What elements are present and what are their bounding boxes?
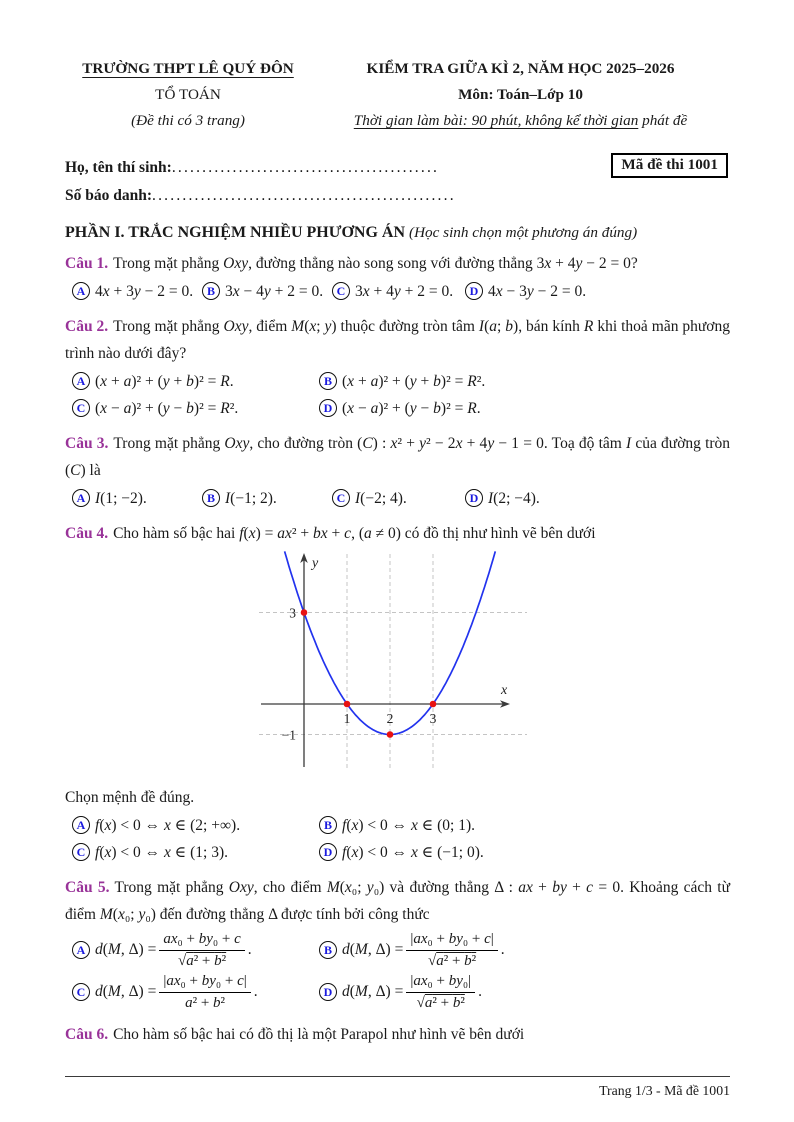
svg-text:1: 1	[343, 711, 350, 726]
question-2-options	[72, 368, 730, 422]
svg-text:3: 3	[288, 605, 296, 621]
question-5-label: Câu 5.	[65, 879, 110, 896]
sqrt-icon: √	[427, 952, 437, 969]
svg-text:x: x	[500, 683, 507, 698]
formula-period: .	[253, 983, 258, 1000]
q5-option-d	[319, 971, 730, 1013]
student-id-label: Số báo danh:	[65, 187, 153, 204]
q3-option-d	[465, 485, 730, 512]
department-name: TỔ TOÁN	[155, 86, 221, 103]
sqrt-radicand: a² + b²	[424, 994, 465, 1011]
parabola-graph	[257, 551, 539, 779]
option-letter: A	[72, 941, 90, 959]
question-6-label: Câu 6.	[65, 1026, 109, 1043]
option-text: f(x) < 0 ⇔ x ∈ (2; +∞).	[95, 817, 241, 834]
option-letter: B	[319, 816, 337, 834]
student-info-block	[65, 154, 730, 210]
q4-option-c	[72, 839, 319, 866]
q3-option-c	[332, 485, 465, 512]
header-right	[311, 56, 730, 134]
q2-option-c	[72, 395, 319, 422]
student-id-line	[65, 182, 730, 210]
question-2-text	[65, 313, 730, 367]
exam-title: KIỂM TRA GIỮA KÌ 2, NĂM HỌC 2025–2026	[366, 60, 675, 77]
q5-option-c	[72, 971, 319, 1013]
option-letter: C	[72, 399, 90, 417]
question-5-options	[72, 929, 730, 1013]
option-letter: D	[465, 282, 483, 300]
option-letter: B	[319, 372, 337, 390]
pages-note: (Đề thi có 3 trang)	[131, 112, 245, 129]
question-2-label: Câu 2.	[65, 318, 109, 335]
question-3	[65, 430, 730, 512]
q1-option-c	[332, 278, 465, 305]
option-letter: C	[332, 489, 350, 507]
option-text: f(x) < 0 ⇔ x ∈ (−1; 0).	[342, 844, 484, 861]
question-1-body: Trong mặt phẳng Oxy, đường thẳng nào song song với đường thẳng 3x + 4y − 2 = 0?	[113, 255, 638, 272]
option-text: 3x + 4y + 2 = 0.	[355, 283, 454, 300]
question-2-body: Trong mặt phẳng Oxy, điểm M(x; y) thuộc đường tròn tâm I(a; b), bán kính R khi thoả mãn phương trình nào dưới đây?	[65, 318, 731, 362]
section-title: PHẦN I. TRẮC NGHIỆM NHIỀU PHƯƠNG ÁN	[65, 224, 406, 241]
option-letter: A	[72, 489, 90, 507]
question-4-text	[65, 520, 730, 547]
exam-header	[65, 56, 730, 134]
option-text: (x + a)² + (y + b)² = R.	[95, 373, 234, 390]
option-text: I(−2; 4).	[355, 490, 407, 507]
option-letter: B	[319, 941, 337, 959]
q3-option-a	[72, 485, 202, 512]
option-text: 4x + 3y − 2 = 0.	[95, 283, 194, 300]
option-text: 3x − 4y + 2 = 0.	[225, 283, 324, 300]
svg-text:−1: −1	[281, 727, 296, 743]
question-6-body: Cho hàm số bậc hai có đồ thị là một Parapol như hình vẽ bên dưới	[113, 1026, 525, 1043]
page-footer	[65, 1076, 730, 1099]
student-id-dotted-line: ..................................................	[152, 187, 456, 204]
fraction-numerator: |ax₀ + by₀ + c|	[159, 972, 250, 993]
formula-lhs: d(M, Δ) =	[95, 983, 157, 1000]
question-3-label: Câu 3.	[65, 435, 109, 452]
fraction-numerator: |ax₀ + by₀|	[406, 972, 475, 993]
duration-suffix: phát đề	[638, 112, 688, 129]
section-subtitle: (Học sinh chọn một phương án đúng)	[409, 224, 638, 241]
formula-period: .	[247, 941, 252, 958]
sqrt-radicand: a² + b²	[186, 952, 227, 969]
option-text: (x + a)² + (y + b)² = R².	[342, 373, 486, 390]
q2-option-d	[319, 395, 730, 422]
option-text: (x − a)² + (y − b)² = R.	[342, 400, 481, 417]
fraction-denominator	[159, 993, 250, 1013]
option-text: I(−1; 2).	[225, 490, 277, 507]
q4-option-b	[319, 812, 730, 839]
fraction-denominator	[406, 951, 497, 971]
q5-option-a	[72, 929, 319, 971]
fraction	[406, 972, 475, 1013]
question-3-body: Trong mặt phẳng Oxy, cho đường tròn (C) : x² + y² − 2x + 4y − 1 = 0. Toạ độ tâm I của đường tròn (C) là	[65, 435, 731, 479]
question-3-text	[65, 430, 730, 484]
sqrt-icon: √	[177, 952, 187, 969]
option-letter: D	[319, 983, 337, 1001]
fraction-denominator	[159, 951, 244, 971]
exam-code-box: Mã đề thi 1001	[611, 153, 728, 178]
option-text: 4x − 3y − 2 = 0.	[488, 283, 587, 300]
question-2	[65, 313, 730, 422]
question-4-label: Câu 4.	[65, 525, 109, 542]
exam-duration	[311, 108, 730, 134]
formula-lhs: d(M, Δ) =	[95, 941, 157, 958]
question-5-body: Trong mặt phẳng Oxy, cho điểm M(x₀; y₀) và đường thẳng Δ : ax + by + c = 0. Khoảng cách từ điểm M(x₀; y₀) đến đường thẳng Δ được tính bởi công thức	[65, 879, 730, 923]
question-4	[65, 520, 730, 866]
formula-period: .	[500, 941, 505, 958]
student-name-label: Họ, tên thí sinh:	[65, 159, 172, 176]
question-4-options	[72, 812, 730, 866]
question-1-text	[65, 250, 730, 277]
question-5-text	[65, 874, 730, 928]
option-text: I(1; −2).	[95, 490, 147, 507]
option-text: f(x) < 0 ⇔ x ∈ (1; 3).	[95, 844, 229, 861]
fraction	[159, 972, 250, 1013]
question-6	[65, 1021, 730, 1048]
fraction	[406, 930, 497, 971]
q1-option-d	[465, 278, 730, 305]
option-letter: C	[72, 983, 90, 1001]
question-4-prompt: Chọn mệnh đề đúng.	[65, 789, 195, 806]
option-text: I(2; −4).	[488, 490, 540, 507]
fraction-numerator: ax₀ + by₀ + c	[159, 930, 244, 951]
student-name-dotted-line: ............................................	[171, 159, 440, 176]
q3-option-b	[202, 485, 332, 512]
q2-option-b	[319, 368, 730, 395]
q1-option-a	[72, 278, 202, 305]
option-letter: A	[72, 372, 90, 390]
option-letter: C	[332, 282, 350, 300]
parabola-figure	[65, 551, 730, 784]
q1-option-b	[202, 278, 332, 305]
svg-text:2: 2	[386, 711, 393, 726]
formula-lhs: d(M, Δ) =	[342, 941, 404, 958]
question-6-text	[65, 1021, 730, 1048]
exam-subject: Môn: Toán–Lớp 10	[458, 86, 583, 103]
option-letter: C	[72, 843, 90, 861]
formula-period: .	[478, 983, 483, 1000]
question-3-options	[72, 485, 730, 512]
formula-lhs: d(M, Δ) =	[342, 983, 404, 1000]
duration-underlined: Thời gian làm bài: 90 phút, không kể thời gian	[353, 112, 639, 129]
sqrt-radicand: a² + b²	[436, 952, 477, 969]
option-text: f(x) < 0 ⇔ x ∈ (0; 1).	[342, 817, 476, 834]
question-1-options	[72, 278, 730, 305]
fraction-numerator: |ax₀ + by₀ + c|	[406, 930, 497, 951]
q5-option-b	[319, 929, 730, 971]
option-letter: D	[319, 843, 337, 861]
option-letter: D	[319, 399, 337, 417]
page-number: Trang 1/3 - Mã đề 1001	[599, 1083, 730, 1098]
svg-text:y: y	[311, 556, 318, 571]
q4-option-d	[319, 839, 730, 866]
option-text: (x − a)² + (y − b)² = R².	[95, 400, 239, 417]
header-left	[65, 56, 311, 134]
option-letter: A	[72, 282, 90, 300]
footer-rule	[65, 1076, 730, 1077]
option-letter: B	[202, 489, 220, 507]
question-1-label: Câu 1.	[65, 255, 109, 272]
sqrt-icon: √	[416, 994, 425, 1011]
q2-option-a	[72, 368, 319, 395]
fraction	[159, 930, 244, 971]
denominator-plain: a² + b²	[185, 994, 226, 1011]
svg-text:3: 3	[429, 711, 436, 726]
option-letter: A	[72, 816, 90, 834]
question-1	[65, 250, 730, 305]
question-4-body: Cho hàm số bậc hai f(x) = ax² + bx + c, (a ≠ 0) có đồ thị như hình vẽ bên dưới	[113, 525, 596, 542]
section-heading	[65, 224, 730, 242]
option-letter: D	[465, 489, 483, 507]
option-letter: B	[202, 282, 220, 300]
question-5	[65, 874, 730, 1013]
fraction-denominator	[406, 993, 475, 1013]
q4-option-a	[72, 812, 319, 839]
school-name: TRƯỜNG THPT LÊ QUÝ ĐÔN	[82, 60, 294, 77]
